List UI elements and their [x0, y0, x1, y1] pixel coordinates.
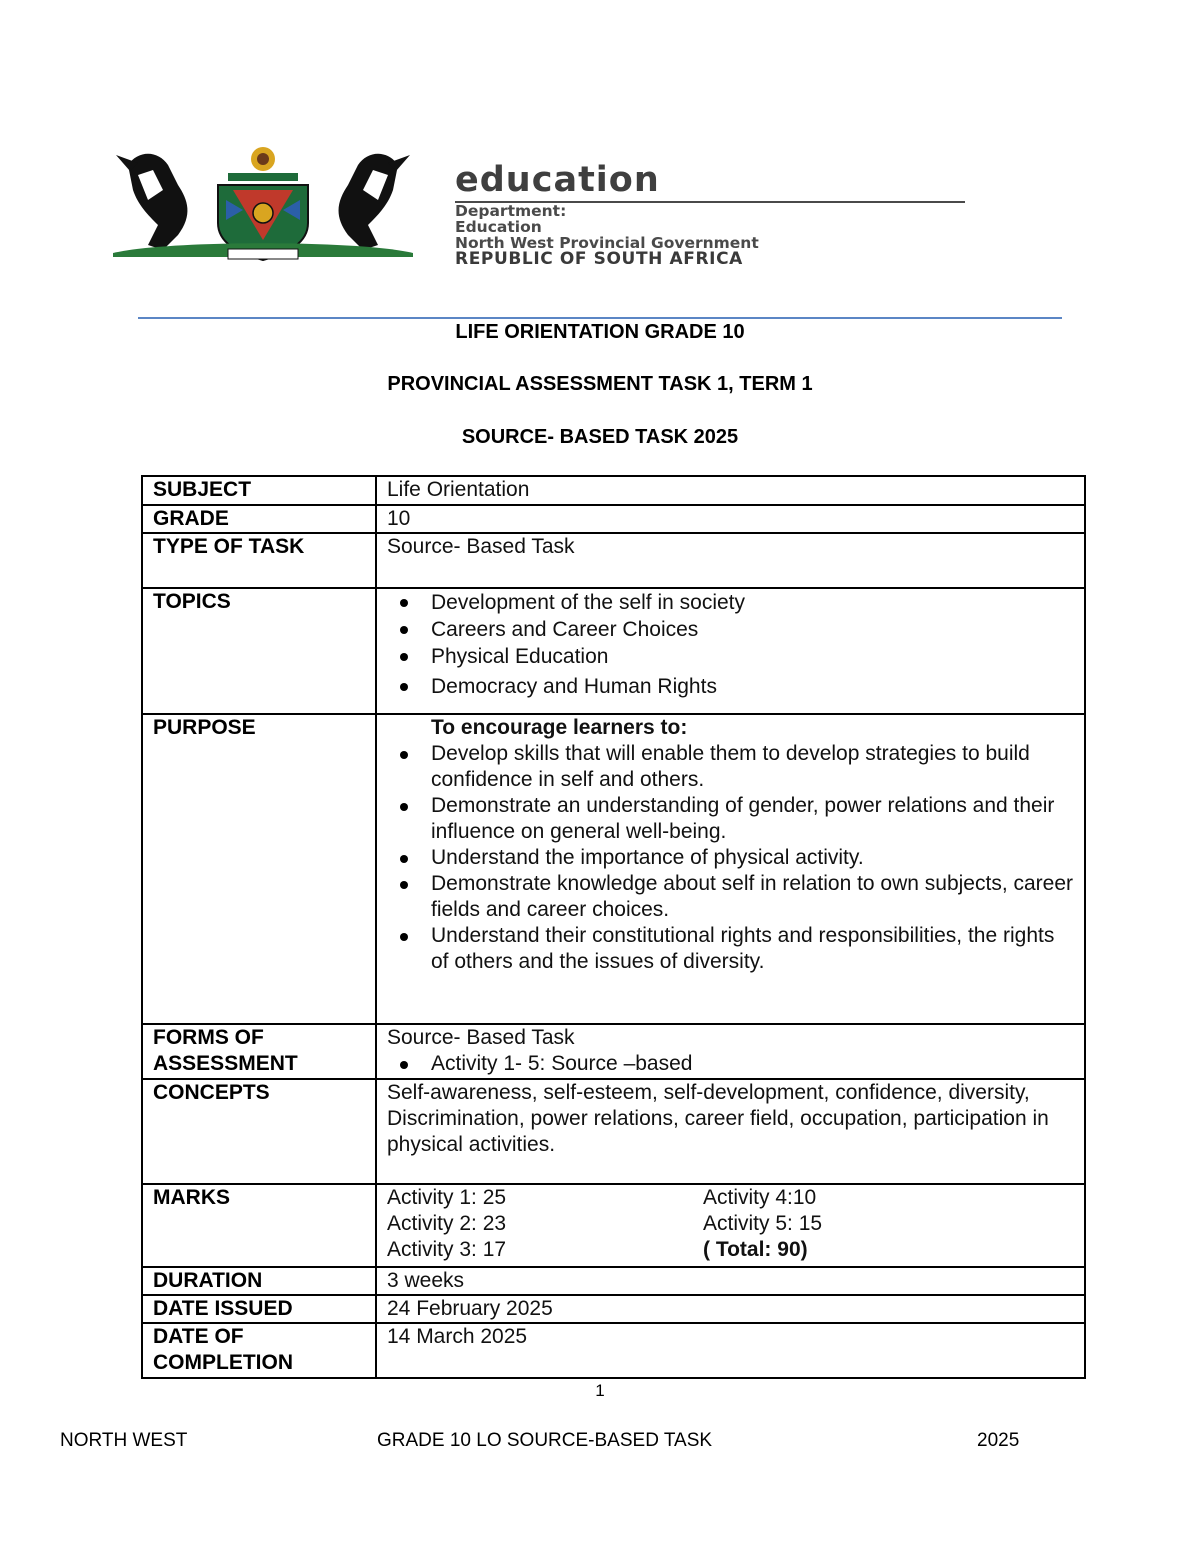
- document-subtitle: PROVINCIAL ASSESSMENT TASK 1, TERM 1: [387, 373, 813, 395]
- marks-value: [376, 1184, 1085, 1267]
- purpose-list: [387, 741, 1074, 975]
- activity-2-marks: Activity 2: 23: [387, 1212, 507, 1235]
- list-item: Physical Education: [431, 643, 1074, 670]
- date-issued-value: 24 February 2025: [376, 1295, 1085, 1323]
- document-task-title: SOURCE- BASED TASK 2025: [461, 426, 739, 448]
- list-item: Develop skills that will enable them to develop strategies to build confidence in self and others.: [431, 741, 1074, 793]
- concepts-line2: Discrimination, power relations, career field, occupation, participation in physical activities.: [387, 1107, 1049, 1156]
- table-row: [142, 533, 1085, 588]
- list-item: Demonstrate an understanding of gender, power relations and their influence on general well-being.: [431, 793, 1074, 845]
- topics-value: [376, 588, 1085, 714]
- forms-value: [376, 1024, 1085, 1079]
- completion-label-line1: DATE OF: [153, 1325, 244, 1348]
- list-item: Activity 1- 5: Source –based: [431, 1051, 1074, 1077]
- footer-center: GRADE 10 LO SOURCE-BASED TASK: [377, 1430, 713, 1451]
- coat-of-arms-logo: [108, 145, 418, 265]
- table-row: [142, 1295, 1085, 1323]
- table-row: [142, 505, 1085, 533]
- footer-right: 2025: [977, 1430, 1020, 1451]
- table-row: [142, 588, 1085, 714]
- duration-value: 3 weeks: [376, 1267, 1085, 1295]
- activity-4-marks: Activity 4:10: [703, 1186, 817, 1209]
- grade-label: GRADE: [142, 505, 376, 533]
- list-item: Development of the self in society: [431, 589, 1074, 616]
- topics-list: [387, 589, 1074, 700]
- coat-of-arms-icon: [108, 145, 418, 265]
- forms-value-text: Source- Based Task: [387, 1026, 575, 1049]
- subject-label: SUBJECT: [142, 476, 376, 505]
- concepts-label: CONCEPTS: [142, 1079, 376, 1184]
- brand-line-education: Education: [455, 218, 542, 236]
- forms-label-line1: FORMS OF: [153, 1026, 264, 1049]
- table-row: [142, 1184, 1085, 1267]
- table-row: [142, 1024, 1085, 1079]
- brand-line-department: Department:: [455, 202, 567, 220]
- list-item: Understand their constitutional rights and responsibilities, the rights of others and the issues of diversity.: [431, 923, 1074, 975]
- purpose-value: [376, 714, 1085, 1024]
- header-divider: [138, 317, 1062, 319]
- table-row: [142, 476, 1085, 505]
- table-row: [142, 714, 1085, 1024]
- brand-line-government: North West Provincial Government: [455, 234, 759, 252]
- task-type-value: Source- Based Task: [376, 533, 1085, 588]
- completion-label-line2: COMPLETION: [153, 1351, 293, 1374]
- list-item: Democracy and Human Rights: [431, 673, 1074, 700]
- activity-5-marks: Activity 5: 15: [703, 1212, 823, 1235]
- date-issued-label: DATE ISSUED: [142, 1295, 376, 1323]
- concepts-value: [376, 1079, 1085, 1184]
- table-row: [142, 1079, 1085, 1184]
- total-marks: ( Total: 90): [703, 1238, 808, 1261]
- marks-label: MARKS: [142, 1184, 376, 1267]
- completion-label: [142, 1323, 376, 1378]
- purpose-intro: To encourage learners to:: [431, 716, 688, 739]
- brand-title: education: [455, 160, 660, 200]
- marks-grid: [387, 1185, 1074, 1263]
- purpose-label: PURPOSE: [142, 714, 376, 1024]
- activity-3-marks: Activity 3: 17: [387, 1238, 507, 1261]
- grade-value: 10: [376, 505, 1085, 533]
- forms-label: [142, 1024, 376, 1079]
- department-brand: [455, 160, 975, 267]
- brand-line-republic: REPUBLIC OF SOUTH AFRICA: [455, 249, 743, 269]
- activity-1-marks: Activity 1: 25: [387, 1186, 507, 1209]
- completion-value: 14 March 2025: [376, 1323, 1085, 1378]
- document-title: LIFE ORIENTATION GRADE 10: [455, 321, 745, 343]
- list-item: Understand the importance of physical activity.: [431, 845, 1074, 871]
- list-item: Careers and Career Choices: [431, 616, 1074, 643]
- page-number: 1: [595, 1381, 605, 1400]
- duration-label: DURATION: [142, 1267, 376, 1295]
- footer-left: NORTH WEST: [60, 1430, 188, 1451]
- topics-label: TOPICS: [142, 588, 376, 714]
- task-info-table: [141, 475, 1086, 1379]
- forms-list: [387, 1051, 1074, 1077]
- concepts-line1: Self-awareness, self-esteem, self-development, confidence, diversity,: [387, 1081, 1030, 1104]
- subject-value: Life Orientation: [376, 476, 1085, 505]
- list-item: Demonstrate knowledge about self in relation to own subjects, career fields and career choices.: [431, 872, 1074, 921]
- table-row: [142, 1323, 1085, 1378]
- table-row: [142, 1267, 1085, 1295]
- forms-label-line2: ASSESSMENT: [153, 1052, 298, 1075]
- task-type-label: TYPE OF TASK: [142, 533, 376, 588]
